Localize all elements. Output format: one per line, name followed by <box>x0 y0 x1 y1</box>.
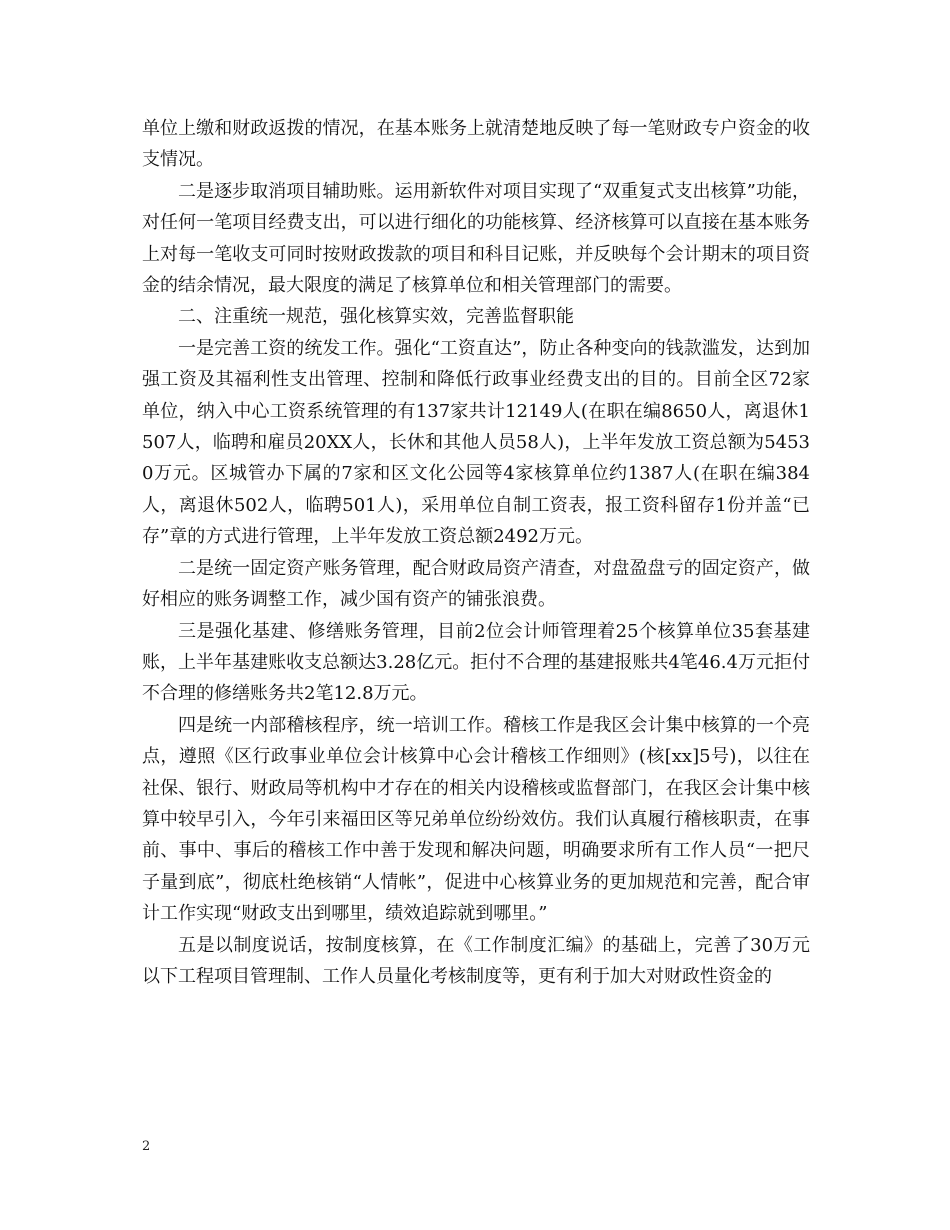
paragraph-7: 四是统一内部稽核程序，统一培训工作。稽核工作是我区会计集中核算的一个亮点，遵照《区行政事业单位会计核算中心会计稽核工作细则》(核[xx]5号)，以往在社保、银行、财政局等机构中才存在的相关内设稽核或监督部门，在我区会计集中核算中较早引入，今年引来福田区等兄弟单位纷纷效仿。我们认真履行稽核职责，在事前、事中、事后的稽核工作中善于发现和解决问题，明确要求所有工作人员“一把尺子量到底”，彻底杜绝核销“人情帐”，促进中心核算业务的更加规范和完善，配合审计工作实现“财政支出到哪里，绩效追踪就到哪里。” <box>142 714 810 925</box>
paragraph-6: 三是强化基建、修缮账务管理，目前2位会计师管理着25个核算单位35套基建账，上半年基建账收支总额达3.28亿元。拒付不合理的基建报账共4笔46.4万元拒付不合理的修缮账务共2笔12.8万元。 <box>142 620 810 705</box>
paragraph-1: 单位上缴和财政返拨的情况，在基本账务上就清楚地反映了每一笔财政专户资金的收支情况。 <box>142 118 810 171</box>
document-body <box>142 113 810 992</box>
paragraph-5: 二是统一固定资产账务管理，配合财政局资产清查，对盘盈盘亏的固定资产，做好相应的账务调整工作，减少国有资产的铺张浪费。 <box>142 557 810 611</box>
page-number: 2 <box>142 1139 151 1154</box>
paragraph-4: 一是完善工资的统发工作。强化“工资直达”，防止各种变向的钱款滥发，达到加强工资及其福利性支出管理、控制和降低行政事业经费支出的目的。目前全区72家单位，纳入中心工资系统管理的有137家共计12149人(在职在编8650人，离退休1507人，临聘和雇员20XX人，长休和其他人员58人)，上半年发放工资总额为54530万元。区城管办下属的7家和区文化公园等4家核算单位约1387人(在职在编384人，离退休502人，临聘501人)，采用单位自制工资表，报工资科留存1份并盖“已存”章的方式进行管理，上半年发放工资总额2492万元。 <box>142 337 810 548</box>
paragraph-8: 五是以制度说话，按制度核算，在《工作制度汇编》的基础上，完善了30万元以下工程项目管理制、工作人员量化考核制度等，更有利于加大对财政性资金的 <box>142 934 810 987</box>
paragraph-2: 二是逐步取消项目辅助账。运用新软件对项目实现了“双重复式支出核算”功能，对任何一笔项目经费支出，可以进行细化的功能核算、经济核算可以直接在基本账务上对每一笔收支可同时按财政拨款的项目和科目记账，并反映每个会计期末的项目资金的结余情况，最大限度的满足了核算单位和相关管理部门的需要。 <box>142 180 810 297</box>
section-heading: 二、注重统一规范，强化核算实效，完善监督职能 <box>178 306 574 328</box>
